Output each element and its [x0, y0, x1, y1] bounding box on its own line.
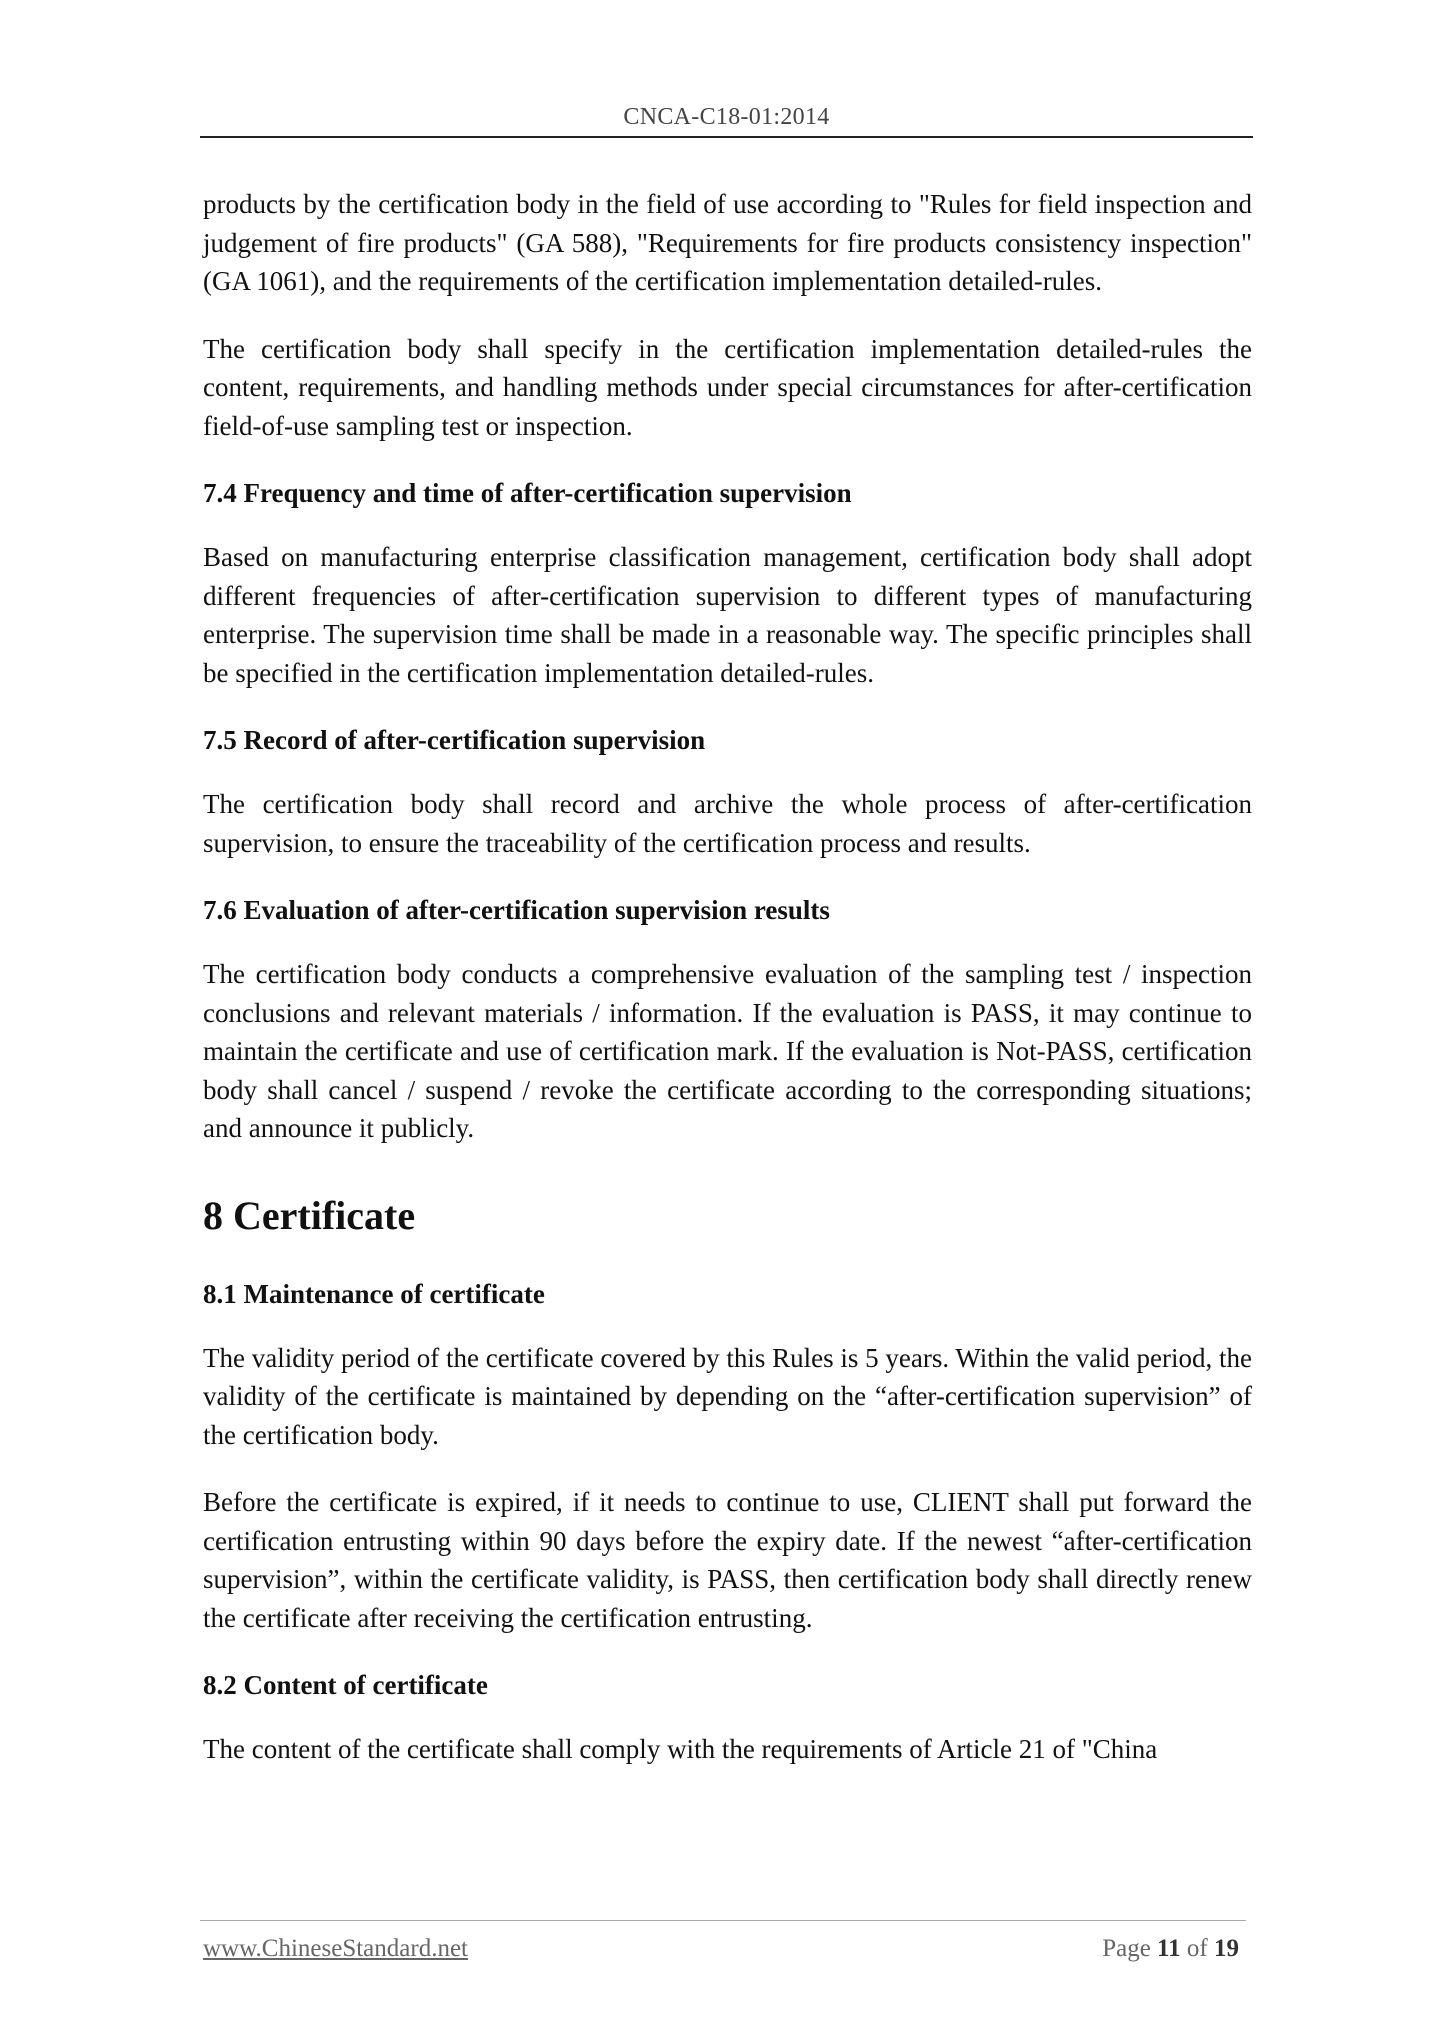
paragraph: The certification body shall specify in the certification implementation detailed-rules the content, requirements, and handling methods under special circumstances for after-certification field-of-use sampling test or inspection. — [203, 333, 1252, 441]
page-label: Page — [1102, 1935, 1151, 1962]
total-pages-number: 19 — [1214, 1935, 1239, 1962]
paragraph: The content of the certificate shall comply with the requirements of Article 21 of "China — [203, 1734, 1158, 1764]
page-number — [1102, 1935, 1239, 1963]
current-page-number: 11 — [1157, 1935, 1181, 1962]
paragraph: products by the certification body in the field of use according to "Rules for field inspection and judgement of fire products" (GA 588), "Requirements for fire products consistency inspection" (GA 1061), and the requirements of the certification implementation detailed-rules. — [203, 189, 1252, 296]
of-label: of — [1186, 1935, 1208, 1962]
document-id-header: CNCA-C18-01:2014 — [623, 104, 830, 130]
paragraph: The certification body shall record and archive the whole process of after-certification supervision, to ensure the traceability of the certification process and results. — [203, 789, 1252, 858]
header-divider — [200, 136, 1253, 138]
footer-divider — [200, 1920, 1246, 1921]
section-heading-7-6: 7.6 Evaluation of after-certification supervision results — [203, 895, 830, 925]
section-heading-8-2: 8.2 Content of certificate — [203, 1670, 488, 1700]
section-heading-7-4: 7.4 Frequency and time of after-certification supervision — [203, 478, 852, 508]
section-heading-7-5: 7.5 Record of after-certification supervision — [203, 725, 706, 755]
page-body — [203, 185, 1252, 1798]
section-heading-8-1: 8.1 Maintenance of certificate — [203, 1278, 545, 1309]
website-link[interactable]: www.ChineseStandard.net — [203, 1935, 468, 1962]
paragraph: The certification body conducts a comprehensive evaluation of the sampling test / inspection conclusions and relevant materials / information. If the evaluation is PASS, it may continue to maintain the certificate and use of certification mark. If the evaluation is Not-PASS, certification body shall cancel / suspend / revoke the certificate according to the corresponding situations; and announce it publicly. — [203, 959, 1252, 1143]
chapter-heading-8: 8 Certificate — [203, 1192, 416, 1238]
paragraph: Before the certificate is expired, if it needs to continue to use, CLIENT shall put forward the certification entrusting within 90 days before the expiry date. If the newest “after-certification supervision”, within the certificate validity, is PASS, then certification body shall directly renew the certificate after receiving the certification entrusting. — [203, 1487, 1252, 1633]
paragraph: Based on manufacturing enterprise classification management, certification body shall adopt different frequencies of after-certification supervision to different types of manufacturing enterprise. The supervision time shall be made in a reasonable way. The specific principles shall be specified in the certification implementation detailed-rules. — [203, 542, 1252, 688]
paragraph: The validity period of the certificate covered by this Rules is 5 years. Within the valid period, the validity of the certificate is maintained by depending on the “after-certification supervision” of the certification body. — [203, 1342, 1252, 1450]
